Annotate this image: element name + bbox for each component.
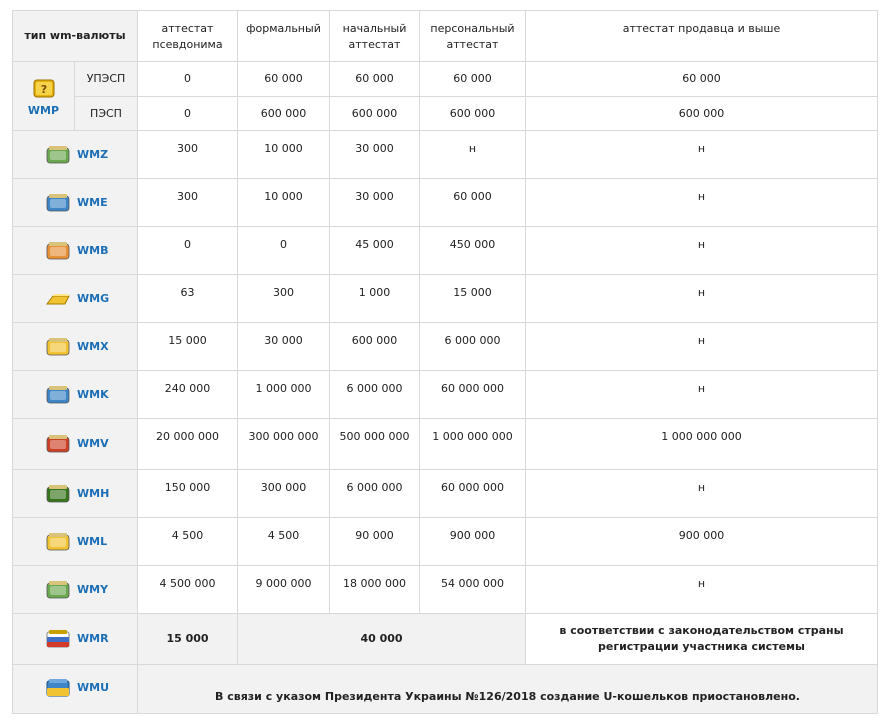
value-cell: 450 000 — [420, 227, 526, 275]
currency-name: WMZ — [77, 147, 109, 161]
value-cell: н — [526, 566, 878, 614]
value-cell: н — [526, 131, 878, 179]
wmr-note-line: регистрации участника системы — [598, 640, 805, 653]
value-cell: 30 000 — [330, 179, 420, 227]
value-cell: 6 000 000 — [330, 371, 420, 419]
header-personal: персональный аттестат — [420, 11, 526, 62]
value-cell: 0 — [138, 97, 238, 131]
value-cell: 300 — [138, 131, 238, 179]
header-pseudonym: аттестат псевдонима — [138, 11, 238, 62]
table-row-wmu — [13, 665, 878, 714]
value-cell: н — [420, 131, 526, 179]
value-cell: 63 — [138, 275, 238, 323]
value-cell: 300 000 — [238, 470, 330, 518]
value-cell: 15 000 — [138, 614, 238, 665]
value-cell: 1 000 000 — [238, 371, 330, 419]
value-cell: н — [526, 179, 878, 227]
value-cell: 900 000 — [526, 518, 878, 566]
header-seller: аттестат продавца и выше — [526, 11, 878, 62]
value-cell: 500 000 000 — [330, 419, 420, 470]
value-cell: 600 000 — [330, 97, 420, 131]
currency-name: WMY — [77, 582, 109, 596]
limits-table-wrapper — [12, 10, 878, 714]
table-row — [13, 323, 878, 371]
value-cell: 10 000 — [238, 131, 330, 179]
currency-cell — [13, 275, 138, 323]
value-cell: 4 500 — [138, 518, 238, 566]
value-cell: 30 000 — [238, 323, 330, 371]
currency-cell — [13, 131, 138, 179]
value-cell: 4 500 000 — [138, 566, 238, 614]
currency-cell — [13, 323, 138, 371]
table-row — [13, 566, 878, 614]
value-cell: 1 000 000 000 — [420, 419, 526, 470]
currency-cell-wmu — [13, 665, 138, 714]
currency-cell — [13, 518, 138, 566]
value-cell: 60 000 000 — [420, 371, 526, 419]
value-cell: н — [526, 470, 878, 518]
value-cell: 60 000 — [238, 62, 330, 97]
table-row — [13, 518, 878, 566]
wmp-subtype: УПЭСП — [75, 62, 138, 97]
currency-name: WMP — [27, 104, 60, 117]
value-cell: 60 000 — [526, 62, 878, 97]
wmh-wallet-icon — [43, 479, 73, 509]
table-row — [13, 131, 878, 179]
currency-name: WML — [77, 534, 108, 548]
value-cell: 6 000 000 — [420, 323, 526, 371]
currency-name: WMU — [77, 681, 110, 694]
value-cell: 15 000 — [138, 323, 238, 371]
value-cell: 9 000 000 — [238, 566, 330, 614]
header-currency-type: тип wm-валюты — [13, 11, 138, 62]
limits-table — [12, 10, 878, 714]
wmr-note — [526, 614, 878, 665]
header-formal: формальный — [238, 11, 330, 62]
wmu-note: В связи с указом Президента Украины №126/2018 создание U-кошельков приостановлено. — [138, 665, 878, 714]
wmb-wallet-icon — [43, 236, 73, 266]
svg-text:?: ? — [40, 83, 47, 96]
header-row — [13, 11, 878, 62]
table-row — [13, 371, 878, 419]
currency-name: WMG — [77, 291, 110, 305]
value-cell: 0 — [138, 62, 238, 97]
header-initial: начальный аттестат — [330, 11, 420, 62]
currency-cell — [13, 227, 138, 275]
wmr-note-line: в соответствии с законодательством страны — [559, 624, 844, 637]
wmg-gold-bar-icon — [43, 284, 73, 314]
wmp-subtype: ПЭСП — [75, 97, 138, 131]
value-cell: 30 000 — [330, 131, 420, 179]
table-row — [13, 62, 878, 97]
currency-name: WMB — [77, 243, 109, 257]
value-cell: 18 000 000 — [330, 566, 420, 614]
value-cell: 240 000 — [138, 371, 238, 419]
value-cell: н — [526, 323, 878, 371]
table-row-wmr — [13, 614, 878, 665]
value-cell: 10 000 — [238, 179, 330, 227]
currency-cell — [13, 371, 138, 419]
wmp-wallet-icon — [29, 73, 59, 103]
wmx-wallet-icon — [43, 332, 73, 362]
currency-name: WMR — [77, 632, 109, 645]
currency-cell — [13, 179, 138, 227]
value-cell: 600 000 — [330, 323, 420, 371]
wmz-wallet-icon — [43, 140, 73, 170]
currency-name: WMX — [77, 339, 109, 353]
table-row — [13, 97, 878, 131]
currency-name: WME — [77, 195, 108, 209]
wmk-wallet-icon — [43, 380, 73, 410]
value-cell: н — [526, 371, 878, 419]
value-cell: 6 000 000 — [330, 470, 420, 518]
wmu-wallet-icon — [43, 673, 73, 703]
wmy-wallet-icon — [43, 575, 73, 605]
value-cell: 54 000 000 — [420, 566, 526, 614]
value-cell: 300 000 000 — [238, 419, 330, 470]
value-cell: 60 000 — [420, 179, 526, 227]
value-cell: 40 000 — [238, 614, 526, 665]
currency-cell — [13, 419, 138, 470]
value-cell: 0 — [138, 227, 238, 275]
currency-cell — [13, 566, 138, 614]
wml-wallet-icon — [43, 527, 73, 557]
value-cell: 4 500 — [238, 518, 330, 566]
table-row — [13, 275, 878, 323]
value-cell: 20 000 000 — [138, 419, 238, 470]
currency-cell — [13, 470, 138, 518]
wmv-wallet-icon — [43, 429, 73, 459]
value-cell: 300 — [238, 275, 330, 323]
value-cell: н — [526, 227, 878, 275]
table-row — [13, 419, 878, 470]
currency-name: WMH — [77, 486, 110, 500]
value-cell: 900 000 — [420, 518, 526, 566]
table-row — [13, 227, 878, 275]
value-cell: 60 000 000 — [420, 470, 526, 518]
currency-name: WMV — [77, 437, 109, 450]
value-cell: 90 000 — [330, 518, 420, 566]
currency-cell-wmp — [13, 62, 75, 131]
currency-rows — [13, 131, 878, 614]
value-cell: н — [526, 275, 878, 323]
table-row — [13, 470, 878, 518]
wme-wallet-icon — [43, 188, 73, 218]
value-cell: 1 000 — [330, 275, 420, 323]
value-cell: 1 000 000 000 — [526, 419, 878, 470]
table-row — [13, 179, 878, 227]
value-cell: 150 000 — [138, 470, 238, 518]
currency-cell-wmr — [13, 614, 138, 665]
value-cell: 45 000 — [330, 227, 420, 275]
value-cell: 600 000 — [238, 97, 330, 131]
value-cell: 600 000 — [526, 97, 878, 131]
value-cell: 300 — [138, 179, 238, 227]
value-cell: 60 000 — [330, 62, 420, 97]
currency-name: WMK — [77, 387, 109, 401]
value-cell: 600 000 — [420, 97, 526, 131]
value-cell: 15 000 — [420, 275, 526, 323]
value-cell: 60 000 — [420, 62, 526, 97]
value-cell: 0 — [238, 227, 330, 275]
wmr-wallet-icon — [43, 624, 73, 654]
